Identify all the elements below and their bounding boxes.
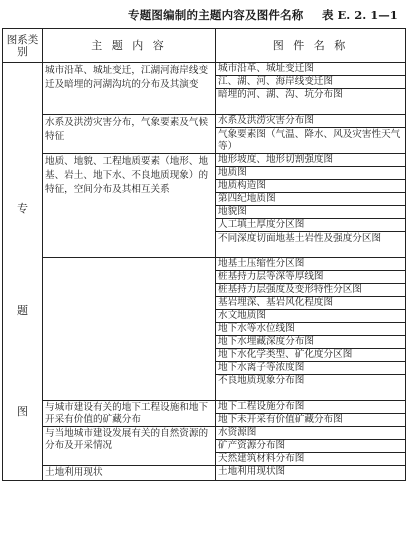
category-char: 题: [17, 303, 28, 317]
category-char: 图: [17, 405, 28, 418]
header-category: 图系类别: [3, 29, 43, 63]
category-char: 专: [17, 202, 28, 215]
map-name: 桩基持力层等深等厚线图: [216, 271, 406, 284]
map-name: 城市沿革、城址变迁图: [216, 63, 406, 76]
map-name: 地下水埋藏深度分布图: [216, 336, 406, 349]
map-name: 水系及洪涝灾害分布图: [216, 115, 406, 128]
table-row: [3, 115, 406, 128]
table-row: [3, 154, 406, 167]
header-row: [3, 29, 406, 63]
table-row: [3, 63, 406, 76]
topic-cell: 地质、地貌、工程地质要素（地形、地基、岩土、地下水、不良地质现象）的特征，空间分布及其相互关系: [43, 154, 216, 258]
table-number: 表 E. 2. 1—1: [322, 8, 398, 22]
map-name: 地质图: [216, 167, 406, 180]
table-title-row: [0, 4, 406, 26]
table-title: 专题图编制的主题内容及图件名称: [128, 8, 304, 22]
map-name: 不良地质现象分布图: [216, 375, 406, 401]
map-name: 地貌图: [216, 206, 406, 219]
map-name: 地下水等水位线图: [216, 323, 406, 336]
map-name: 天然建筑材料分布图: [216, 453, 406, 466]
header-names: 图 件 名 称: [216, 29, 406, 63]
map-name: 地质构造图: [216, 180, 406, 193]
topic-cell: 城市沿革、城址变迁，江湖河海岸线变迁及暗埋的河湖沟坑的分布及其演变: [43, 63, 216, 115]
topic-cell: 土地利用现状: [43, 466, 216, 481]
table-row: [3, 466, 406, 481]
table-row: [3, 427, 406, 440]
map-name: 水资源图: [216, 427, 406, 440]
map-name: 不同深度切面地基土岩性及强度分区图: [216, 232, 406, 258]
map-name: 地基土压缩性分区图: [216, 258, 406, 271]
map-name: 人工填土厚度分区图: [216, 219, 406, 232]
topic-cell-continued: [43, 258, 216, 401]
map-name: 地下水化学类型、矿化度分区图: [216, 349, 406, 362]
map-name: 地下工程设施分布图: [216, 401, 406, 414]
map-name: 土地利用现状图: [216, 466, 406, 481]
header-topic: 主 题 内 容: [43, 29, 216, 63]
topic-map-table: [2, 28, 406, 481]
table-row: [3, 258, 406, 271]
map-name: 地下水离子等浓度图: [216, 362, 406, 375]
topic-cell: 与城市建设有关的地下工程设施和地下开采有价值的矿藏分布: [43, 401, 216, 427]
map-name: 气象要素图（气温、降水、风及灾害性天气等）: [216, 128, 406, 154]
topic-cell: 水系及洪涝灾害分布，气象要素及气候特征: [43, 115, 216, 154]
map-name: 水文地质图: [216, 310, 406, 323]
map-name: 地形坡度、地形切割强度图: [216, 154, 406, 167]
map-name: 桩基持力层强度及变形特性分区图: [216, 284, 406, 297]
map-name: 基岩埋深、基岩风化程度图: [216, 297, 406, 310]
map-name: 地下未开采有价值矿藏分布图: [216, 414, 406, 427]
map-name: 江、湖、河、海岸线变迁图: [216, 76, 406, 89]
map-name: 暗埋的河、湖、沟、坑分布图: [216, 89, 406, 115]
map-name: 第四纪地质图: [216, 193, 406, 206]
topic-cell: 与当地城市建设发展有关的自然资源的分布及开采情况: [43, 427, 216, 466]
category-cell: [3, 63, 43, 481]
table-row: [3, 401, 406, 414]
map-name: 矿产资源分布图: [216, 440, 406, 453]
